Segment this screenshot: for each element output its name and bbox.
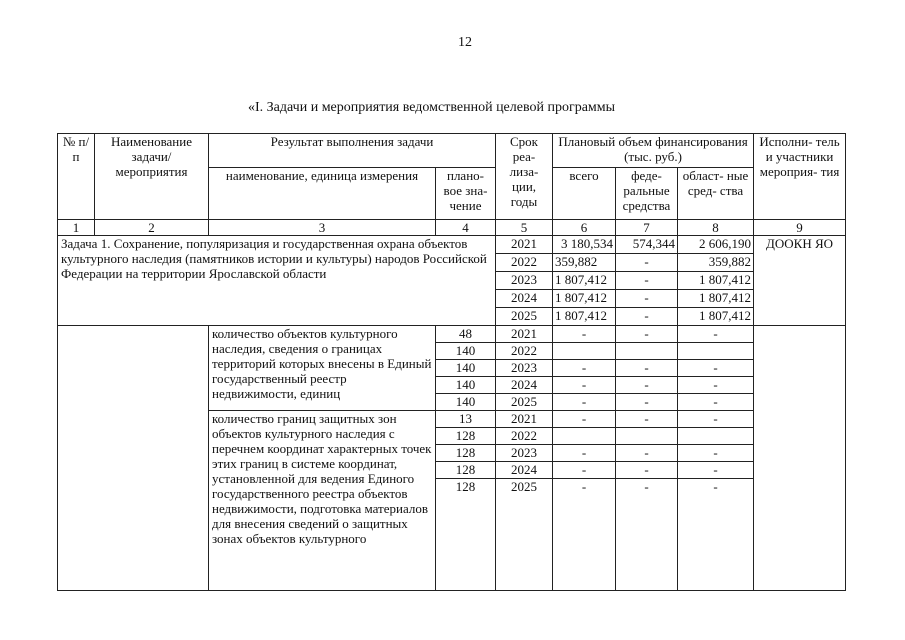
header-total: всего [553, 168, 616, 220]
header-name: Наименование задачи/ мероприятия [95, 134, 209, 220]
indicator-federal: - [616, 360, 678, 377]
col-number: 4 [436, 220, 496, 236]
indicator-value: 48 [436, 326, 496, 343]
indicator-value: 13 [436, 411, 496, 428]
header-result-value: плано- вое зна- чение [436, 168, 496, 220]
col-number: 1 [58, 220, 95, 236]
indicator-federal: - [616, 326, 678, 343]
indicator-value: 140 [436, 377, 496, 394]
indicator-value: 128 [436, 445, 496, 462]
indicator-regional: - [678, 360, 754, 377]
indicator-value: 128 [436, 462, 496, 479]
task-year: 2022 [496, 254, 553, 272]
task-regional: 1 807,412 [678, 308, 754, 326]
indicator-year: 2023 [496, 360, 553, 377]
col-number: 8 [678, 220, 754, 236]
indicator-federal: - [616, 377, 678, 394]
header-result-name: наименование, единица измерения [209, 168, 436, 220]
header-financing: Плановый объем финансирования (тыс. руб.) [553, 134, 754, 168]
col-number: 2 [95, 220, 209, 236]
indicator-total [553, 428, 616, 445]
indicator-year: 2025 [496, 394, 553, 411]
indicator-federal: - [616, 479, 678, 591]
page-number: 12 [458, 35, 472, 50]
indicator-name: количество границ защитных зон объектов культурного наследия с перечнем координат характерных точек этих границ в системе координат, установленной для ведения Единого государственного реестра объектов недвижимости, подготовка материалов для внесения сведений о защитных зонах объектов культурного [209, 411, 436, 591]
header-num: № п/п [58, 134, 95, 220]
task-total: 359,882 [553, 254, 616, 272]
indicator-federal: - [616, 462, 678, 479]
header-federal: феде- ральные средства [616, 168, 678, 220]
indicator-regional: - [678, 445, 754, 462]
indicator-total: - [553, 360, 616, 377]
empty-cell [58, 326, 209, 591]
indicator-total: - [553, 462, 616, 479]
indicator-regional: - [678, 394, 754, 411]
header-executor: Исполни- тель и участники мероприя- тия [754, 134, 846, 220]
indicator-regional: - [678, 326, 754, 343]
indicator-value: 128 [436, 428, 496, 445]
indicator-regional: - [678, 462, 754, 479]
task-total: 1 807,412 [553, 290, 616, 308]
indicator-regional: - [678, 377, 754, 394]
task-total: 1 807,412 [553, 272, 616, 290]
indicator-total: - [553, 394, 616, 411]
indicator-year: 2025 [496, 479, 553, 591]
indicator-regional [678, 428, 754, 445]
indicator-value: 128 [436, 479, 496, 591]
col-number: 7 [616, 220, 678, 236]
indicator-total: - [553, 479, 616, 591]
indicator-year: 2022 [496, 428, 553, 445]
program-table [57, 133, 846, 591]
header-regional: област- ные сред- ства [678, 168, 754, 220]
task-regional: 1 807,412 [678, 290, 754, 308]
col-number: 5 [496, 220, 553, 236]
indicator-total: - [553, 445, 616, 462]
indicator-year: 2023 [496, 445, 553, 462]
indicator-year: 2021 [496, 326, 553, 343]
indicator-total: - [553, 326, 616, 343]
empty-cell [754, 326, 846, 591]
indicator-value: 140 [436, 343, 496, 360]
task-year: 2023 [496, 272, 553, 290]
indicator-federal: - [616, 445, 678, 462]
task-federal: - [616, 272, 678, 290]
header-row-1 [58, 134, 846, 168]
col-number: 3 [209, 220, 436, 236]
indicator-year: 2024 [496, 462, 553, 479]
indicator-regional: - [678, 411, 754, 428]
indicator-regional: - [678, 479, 754, 591]
section-title: «I. Задачи и мероприятия ведомственной целевой программы [248, 100, 616, 115]
column-number-row [58, 220, 846, 236]
task-federal: 574,344 [616, 236, 678, 254]
task-federal: - [616, 290, 678, 308]
indicator-year: 2024 [496, 377, 553, 394]
indicator-federal: - [616, 394, 678, 411]
task-regional: 2 606,190 [678, 236, 754, 254]
indicator-value: 140 [436, 360, 496, 377]
task-description: Задача 1. Сохранение, популяризация и государственная охрана объектов культурного наследия (памятников истории и культуры) народов Российской Федерации на территории Ярославской области [58, 236, 496, 326]
col-number: 6 [553, 220, 616, 236]
indicator-row [58, 326, 846, 343]
header-result: Результат выполнения задачи [209, 134, 496, 168]
indicator-federal [616, 428, 678, 445]
indicator-year: 2022 [496, 343, 553, 360]
task-year: 2025 [496, 308, 553, 326]
task-total: 3 180,534 [553, 236, 616, 254]
task-regional: 359,882 [678, 254, 754, 272]
header-term: Срок реа- лиза- ции, годы [496, 134, 553, 220]
task-federal: - [616, 308, 678, 326]
indicator-regional [678, 343, 754, 360]
indicator-total: - [553, 377, 616, 394]
indicator-total [553, 343, 616, 360]
task-federal: - [616, 254, 678, 272]
indicator-year: 2021 [496, 411, 553, 428]
indicator-federal [616, 343, 678, 360]
task-total: 1 807,412 [553, 308, 616, 326]
task-regional: 1 807,412 [678, 272, 754, 290]
indicator-total: - [553, 411, 616, 428]
indicator-value: 140 [436, 394, 496, 411]
task-year: 2021 [496, 236, 553, 254]
col-number: 9 [754, 220, 846, 236]
task-row [58, 236, 846, 254]
task-executor: ДООКН ЯО [754, 236, 846, 326]
indicator-name: количество объектов культурного наследия, сведения о границах территорий которых внесены в Единый государственный реестр недвижимости, единиц [209, 326, 436, 411]
indicator-federal: - [616, 411, 678, 428]
task-year: 2024 [496, 290, 553, 308]
